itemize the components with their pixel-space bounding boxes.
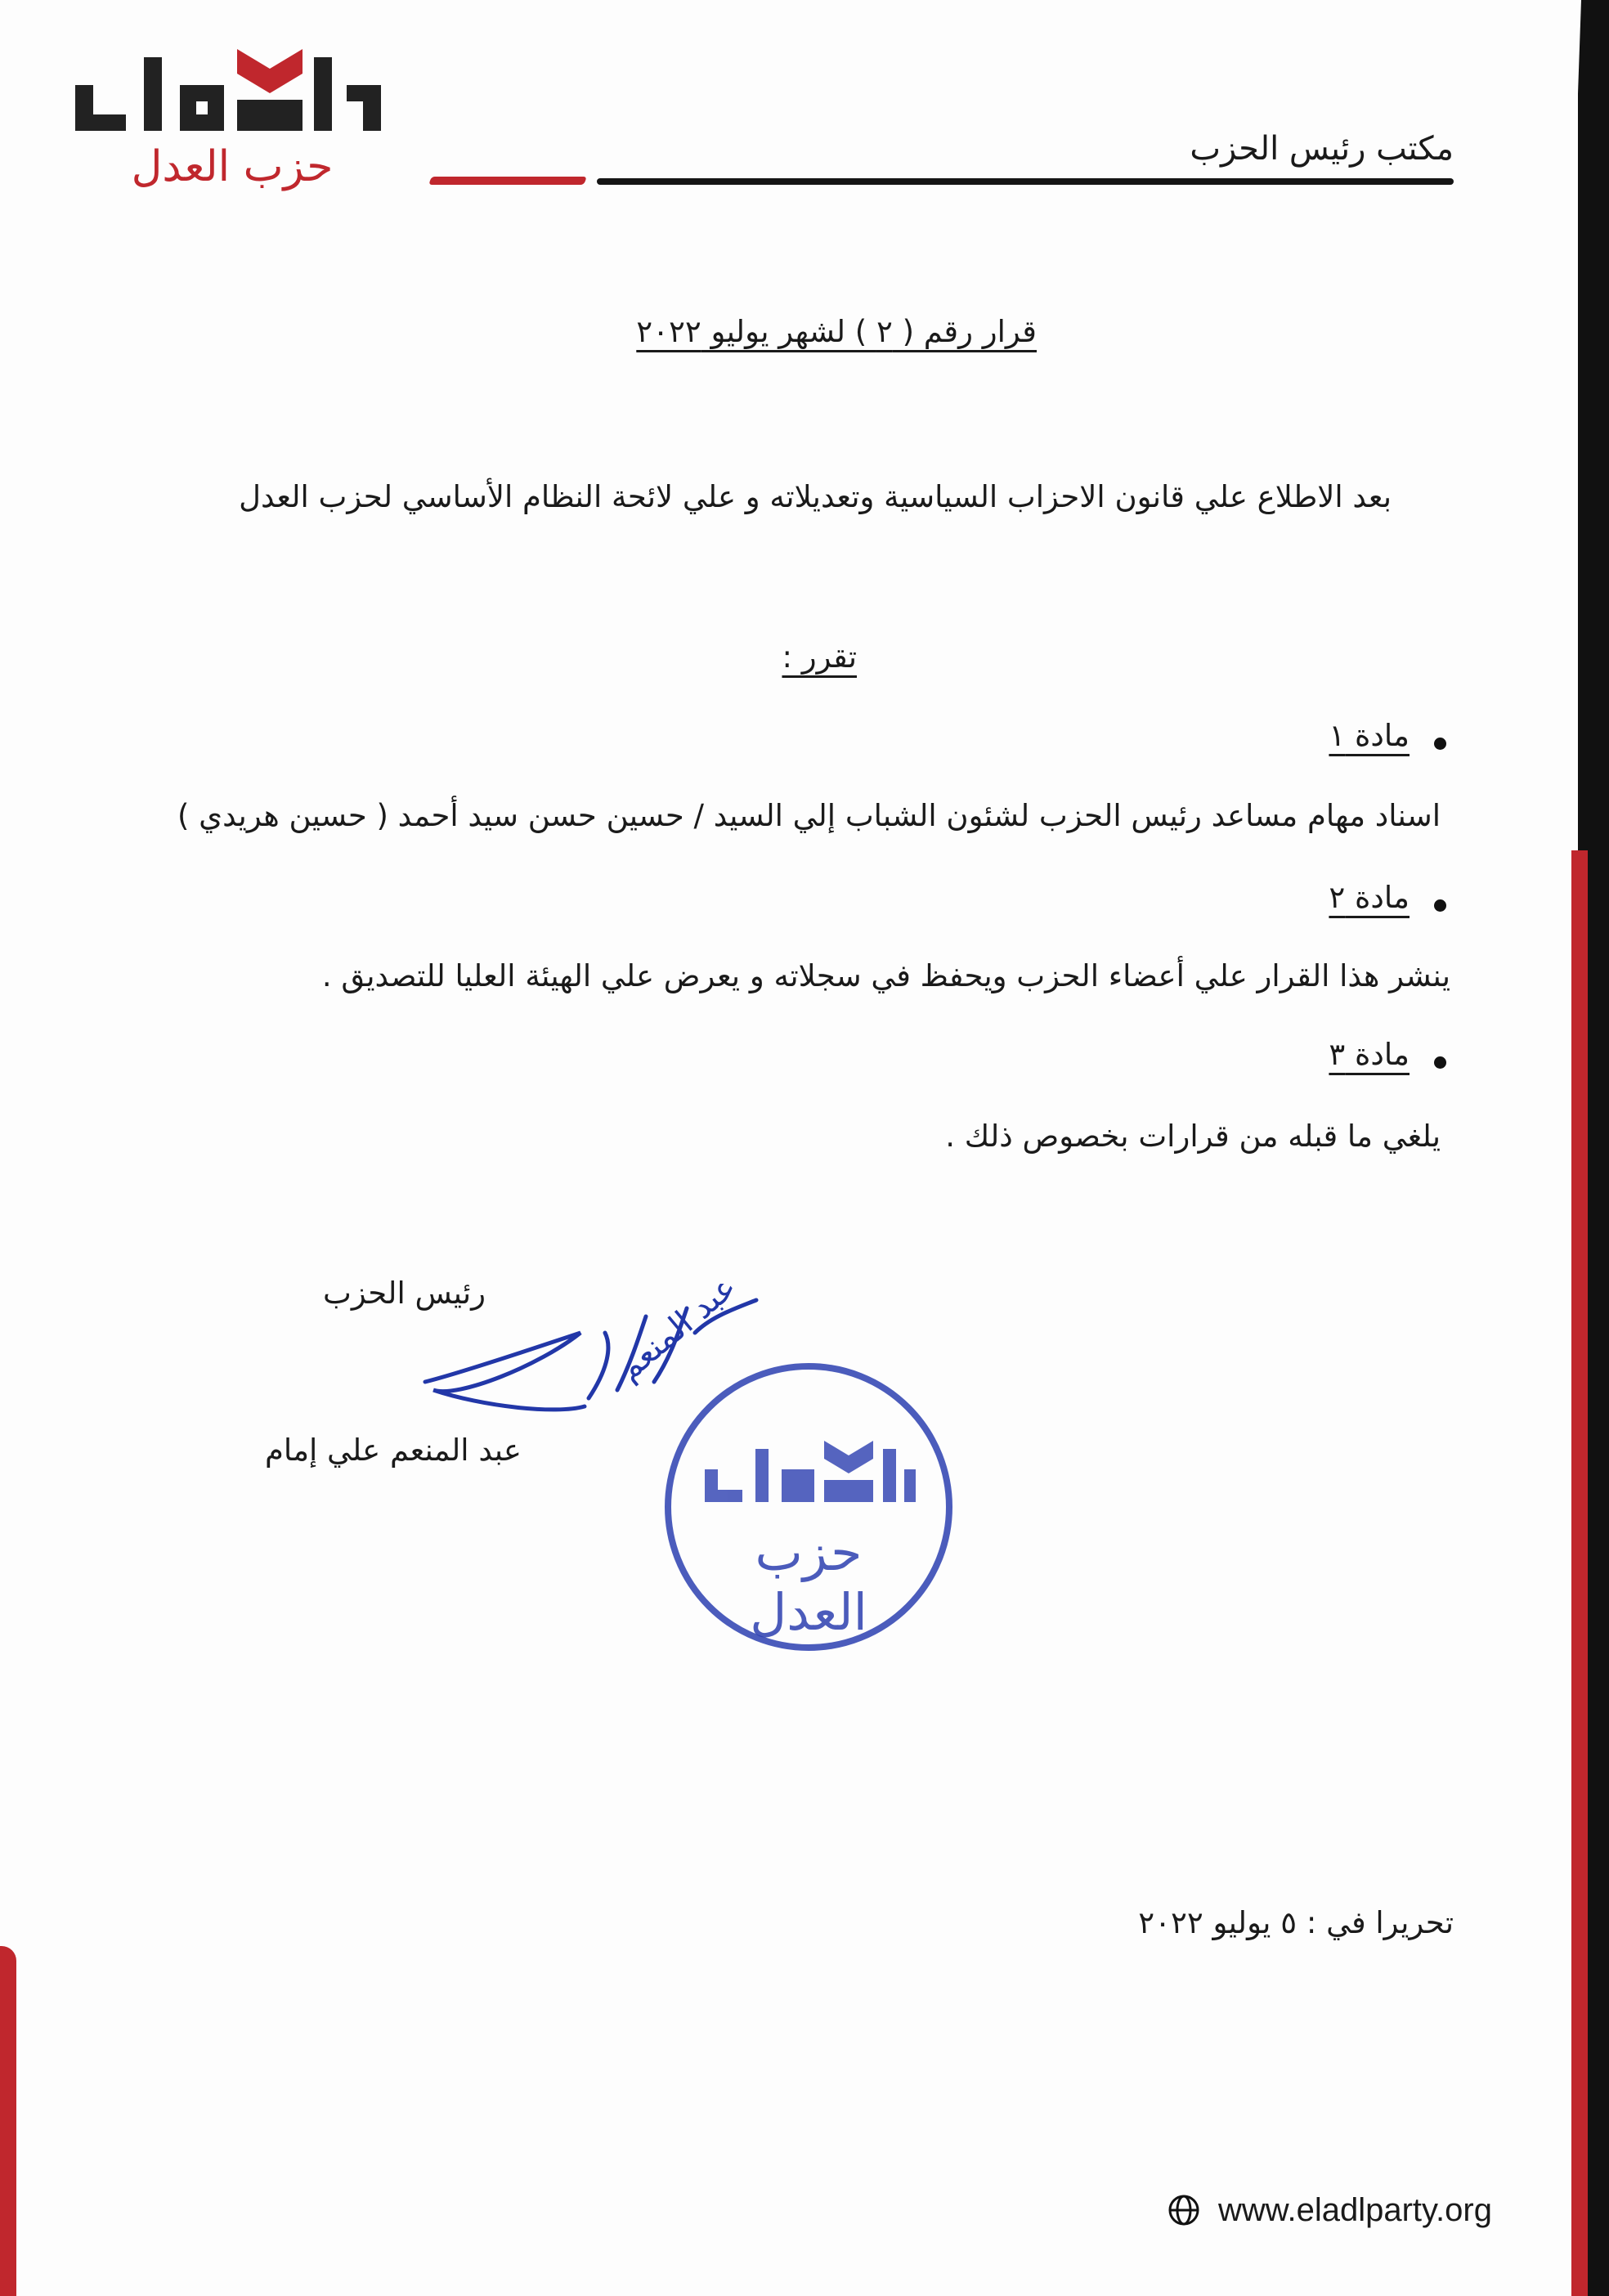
decision-title: قرار رقم ( ٢ ) لشهر يوليو ٢٠٢٢ xyxy=(636,314,1037,349)
party-stamp xyxy=(661,1359,957,1655)
decides-heading: تقرر : xyxy=(782,639,857,675)
website-row xyxy=(1168,2190,1492,2231)
article-3-text: يلغي ما قبله من قرارات بخصوص ذلك . xyxy=(945,1119,1441,1154)
header-red-rule xyxy=(428,177,587,185)
signature-handwriting: عبد المنعم xyxy=(610,1284,744,1388)
stamp-party-name: حزب العدل xyxy=(750,1522,867,1642)
page-edge-left-red xyxy=(0,1946,16,2296)
logo-graphic xyxy=(69,43,388,141)
article-3-label: مادة ٣ xyxy=(1329,1037,1410,1072)
party-name: حزب العدل xyxy=(131,142,334,191)
signature-name: عبد المنعم علي إمام xyxy=(265,1433,522,1468)
signature-role: رئيس الحزب xyxy=(323,1276,486,1311)
article-bullet xyxy=(1434,1056,1446,1069)
article-1-text: اسناد مهام مساعد رئيس الحزب لشئون الشباب إلي السيد / حسين حسن سيد أحمد ( حسين هريدي ) xyxy=(177,798,1441,833)
article-2-text: ينشر هذا القرار علي أعضاء الحزب ويحفظ في سجلاته و يعرض علي الهيئة العليا للتصديق . xyxy=(321,958,1450,993)
article-bullet xyxy=(1434,738,1446,750)
decision-preamble: بعد الاطلاع علي قانون الاحزاب السياسية وتعديلاته و علي لائحة النظام الأساسي لحزب العدل xyxy=(239,479,1392,514)
office-title: مكتب رئيس الحزب xyxy=(1190,130,1454,168)
page-edge-red xyxy=(1571,850,1588,2296)
page-edge-fold xyxy=(1530,0,1581,670)
website-url[interactable]: www.eladlparty.org xyxy=(1218,2191,1492,2228)
issue-date: تحريرا في : ٥ يوليو ٢٠٢٢ xyxy=(1138,1905,1454,1940)
header-black-rule xyxy=(597,178,1454,185)
party-logo xyxy=(69,43,388,206)
globe-icon xyxy=(1168,2194,1200,2226)
article-1-label: مادة ١ xyxy=(1329,718,1410,753)
article-bullet xyxy=(1434,899,1446,912)
article-2-label: مادة ٢ xyxy=(1329,880,1410,915)
